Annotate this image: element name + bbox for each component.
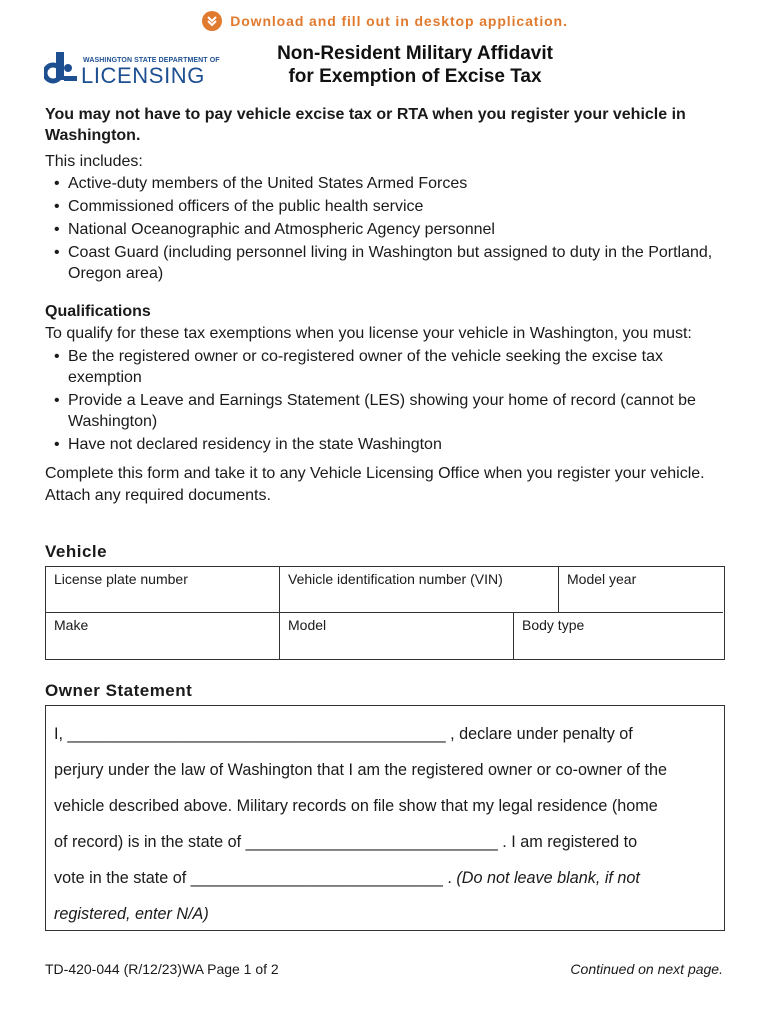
model-year-label: Model year [567, 571, 637, 587]
license-plate-field[interactable] [46, 567, 279, 612]
intro-statement: You may not have to pay vehicle excise tax or RTA when you register your vehicle in Washington. [45, 106, 686, 144]
owner-statement-heading: Owner Statement [45, 681, 193, 700]
list-item: • Have not declared residency in the state Washington [45, 434, 735, 455]
form-title [230, 42, 600, 88]
license-plate-label: License plate number [54, 571, 188, 587]
list-item: • Active-duty members of the United States Armed Forces [45, 173, 735, 194]
body-type-field[interactable] [514, 613, 723, 659]
qualifications-list [45, 346, 735, 455]
owner-line-5[interactable]: vote in the state of ____________________________ . (Do not leave blank, if not [54, 869, 640, 887]
list-item: • National Oceanographic and Atmospheric Agency personnel [45, 219, 735, 240]
form-title-line2: for Exemption of Excise Tax [288, 66, 542, 87]
vehicle-heading: Vehicle [45, 542, 108, 561]
continued-note: Continued on next page. [570, 961, 723, 977]
owner-instruction: (Do not leave blank, if not [456, 869, 640, 887]
model-field[interactable] [280, 613, 513, 659]
vehicle-table [45, 566, 725, 660]
form-title-line1: Non-Resident Military Affidavit [277, 43, 553, 64]
list-item: • Provide a Leave and Earnings Statement (LES) showing your home of record (cannot be Washington) [45, 390, 735, 432]
dol-logo-mark [44, 52, 78, 86]
model-label: Model [288, 617, 327, 633]
owner-line-6: registered, enter N/A) [54, 905, 209, 923]
logo-licensing-text: LICENSING [81, 63, 205, 88]
download-banner-text[interactable]: Download and fill out in desktop application. [230, 13, 568, 29]
owner-line-4[interactable]: of record) is in the state of ____________________________ . I am registered to [54, 833, 638, 851]
includes-section [45, 150, 735, 286]
body-type-label: Body type [522, 617, 585, 633]
make-field[interactable] [46, 613, 279, 659]
vin-label: Vehicle identification number (VIN) [288, 571, 503, 587]
owner-line-1[interactable]: I, __________________________________________ , declare under penalty of [54, 725, 633, 743]
owner-statement-box [45, 705, 725, 931]
owner-line-2: perjury under the law of Washington that I am the registered owner or co-owner of the [54, 761, 668, 779]
form-id: TD-420-044 (R/12/23)WA Page 1 of 2 [45, 961, 279, 977]
qualifications-closing: Complete this form and take it to any Vehicle Licensing Office when you register your vehicle. Attach any required documents. [45, 465, 705, 504]
qualifications-heading: Qualifications [45, 303, 151, 320]
qualifications-section [45, 300, 735, 507]
includes-label: This includes: [45, 153, 143, 170]
owner-line-3: vehicle described above. Military records on file show that my legal residence (home [54, 797, 658, 815]
qualifications-lead: To qualify for these tax exemptions when you license your vehicle in Washington, you must: [45, 325, 692, 342]
dol-logo [44, 52, 220, 88]
list-item: • Be the registered owner or co-registered owner of the vehicle seeking the excise tax exemption [45, 346, 735, 388]
includes-list [45, 173, 735, 284]
list-item: • Commissioned officers of the public health service [45, 196, 735, 217]
make-label: Make [54, 617, 89, 633]
logo-department-text: WASHINGTON STATE DEPARTMENT OF [83, 57, 220, 64]
download-banner[interactable] [0, 8, 770, 34]
vin-field[interactable] [280, 567, 558, 612]
model-year-field[interactable] [559, 567, 723, 612]
list-item: • Coast Guard (including personnel living in Washington but assigned to duty in the Portland, Oregon area) [45, 242, 735, 284]
chevron-double-down-icon [202, 11, 222, 31]
